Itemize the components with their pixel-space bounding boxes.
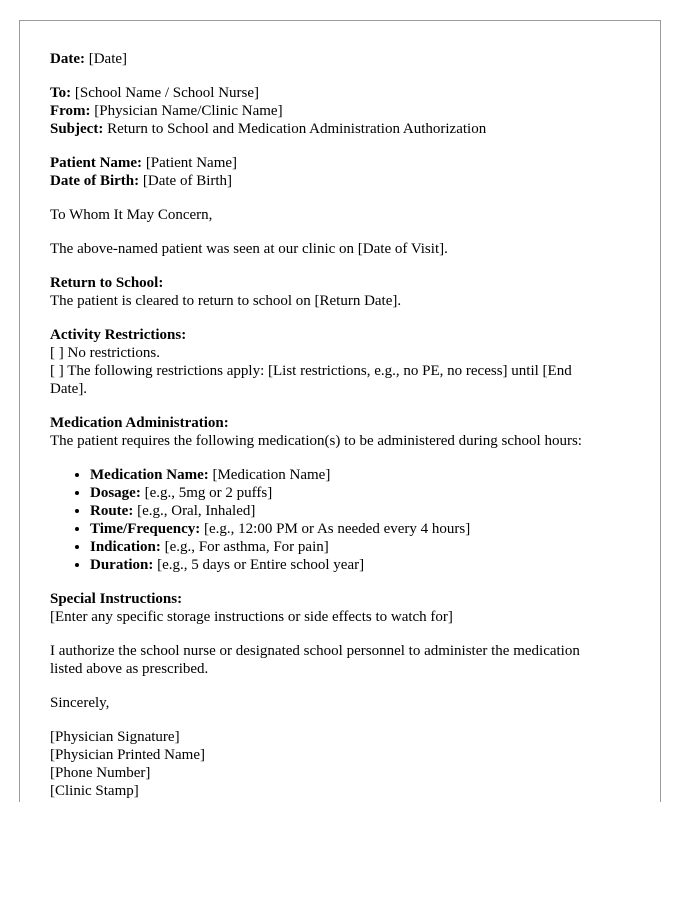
from-line: [50, 102, 630, 120]
restrictions-apply-option-line1: [ ] The following restrictions apply: [List restrictions, e.g., no PE, no recess] until [End: [50, 363, 572, 379]
list-item: [90, 538, 630, 556]
intro-paragraph: The above-named patient was seen at our clinic on [Date of Visit].: [50, 241, 448, 257]
indication-value: [e.g., For asthma, For pain]: [164, 539, 329, 555]
routing-section: [50, 84, 630, 138]
return-to-school-heading: Return to School:: [50, 275, 164, 291]
route-value: [e.g., Oral, Inhaled]: [137, 503, 256, 519]
closing: Sincerely,: [50, 695, 110, 711]
authorization-paragraph: [50, 642, 630, 678]
patient-name-line: [50, 154, 630, 172]
date-label: Date:: [50, 51, 85, 67]
dob-line: [50, 172, 630, 190]
list-item: [90, 520, 630, 538]
physician-printed-name: [Physician Printed Name]: [50, 747, 205, 763]
patient-section: [50, 154, 630, 190]
list-item: [90, 556, 630, 574]
dob-value: [Date of Birth]: [142, 173, 233, 189]
physician-signature: [Physician Signature]: [50, 729, 180, 745]
medication-section: [50, 414, 630, 450]
authorization-line2: listed above as prescribed.: [50, 661, 209, 677]
activity-restrictions-heading: Activity Restrictions:: [50, 327, 187, 343]
dosage-value: [e.g., 5mg or 2 puffs]: [144, 485, 273, 501]
subject-value: Return to School and Medication Administration Authorization: [107, 121, 487, 137]
date-section: [50, 50, 630, 68]
list-item: [90, 466, 630, 484]
letter-page: [19, 20, 661, 802]
date-line: [50, 50, 630, 68]
return-to-school-text: The patient is cleared to return to school on [Return Date].: [50, 293, 402, 309]
to-label: To:: [50, 85, 72, 101]
no-restrictions-option: [ ] No restrictions.: [50, 345, 160, 361]
clinic-stamp: [Clinic Stamp]: [50, 783, 139, 799]
medication-details-list: [50, 466, 630, 574]
medication-name-value: [Medication Name]: [212, 467, 331, 483]
list-item: [90, 502, 630, 520]
time-frequency-label: Time/Frequency:: [90, 521, 201, 537]
dob-label: Date of Birth:: [50, 173, 140, 189]
medication-name-label: Medication Name:: [90, 467, 209, 483]
medication-intro: The patient requires the following medication(s) to be administered during school hours:: [50, 433, 582, 449]
subject-line: [50, 120, 630, 138]
date-value: [Date]: [88, 51, 128, 67]
to-value: [School Name / School Nurse]: [74, 85, 260, 101]
from-label: From:: [50, 103, 91, 119]
authorization-line1: I authorize the school nurse or designated school personnel to administer the medication: [50, 643, 580, 659]
subject-label: Subject:: [50, 121, 104, 137]
special-instructions-heading: Special Instructions:: [50, 591, 183, 607]
to-line: [50, 84, 630, 102]
duration-value: [e.g., 5 days or Entire school year]: [157, 557, 365, 573]
activity-restrictions-section: [50, 326, 630, 398]
route-label: Route:: [90, 503, 134, 519]
patient-name-label: Patient Name:: [50, 155, 143, 171]
patient-name-value: [Patient Name]: [145, 155, 238, 171]
indication-label: Indication:: [90, 539, 161, 555]
dosage-label: Dosage:: [90, 485, 141, 501]
phone-number: [Phone Number]: [50, 765, 151, 781]
from-value: [Physician Name/Clinic Name]: [94, 103, 283, 119]
return-to-school-section: [50, 274, 630, 310]
medication-heading: Medication Administration:: [50, 415, 229, 431]
special-instructions-section: [50, 590, 630, 626]
special-instructions-text: [Enter any specific storage instructions or side effects to watch for]: [50, 609, 453, 625]
signature-block: [50, 728, 630, 800]
time-frequency-value: [e.g., 12:00 PM or As needed every 4 hours]: [204, 521, 471, 537]
duration-label: Duration:: [90, 557, 154, 573]
restrictions-apply-option-line2: Date].: [50, 381, 88, 397]
salutation: To Whom It May Concern,: [50, 207, 213, 223]
list-item: [90, 484, 630, 502]
